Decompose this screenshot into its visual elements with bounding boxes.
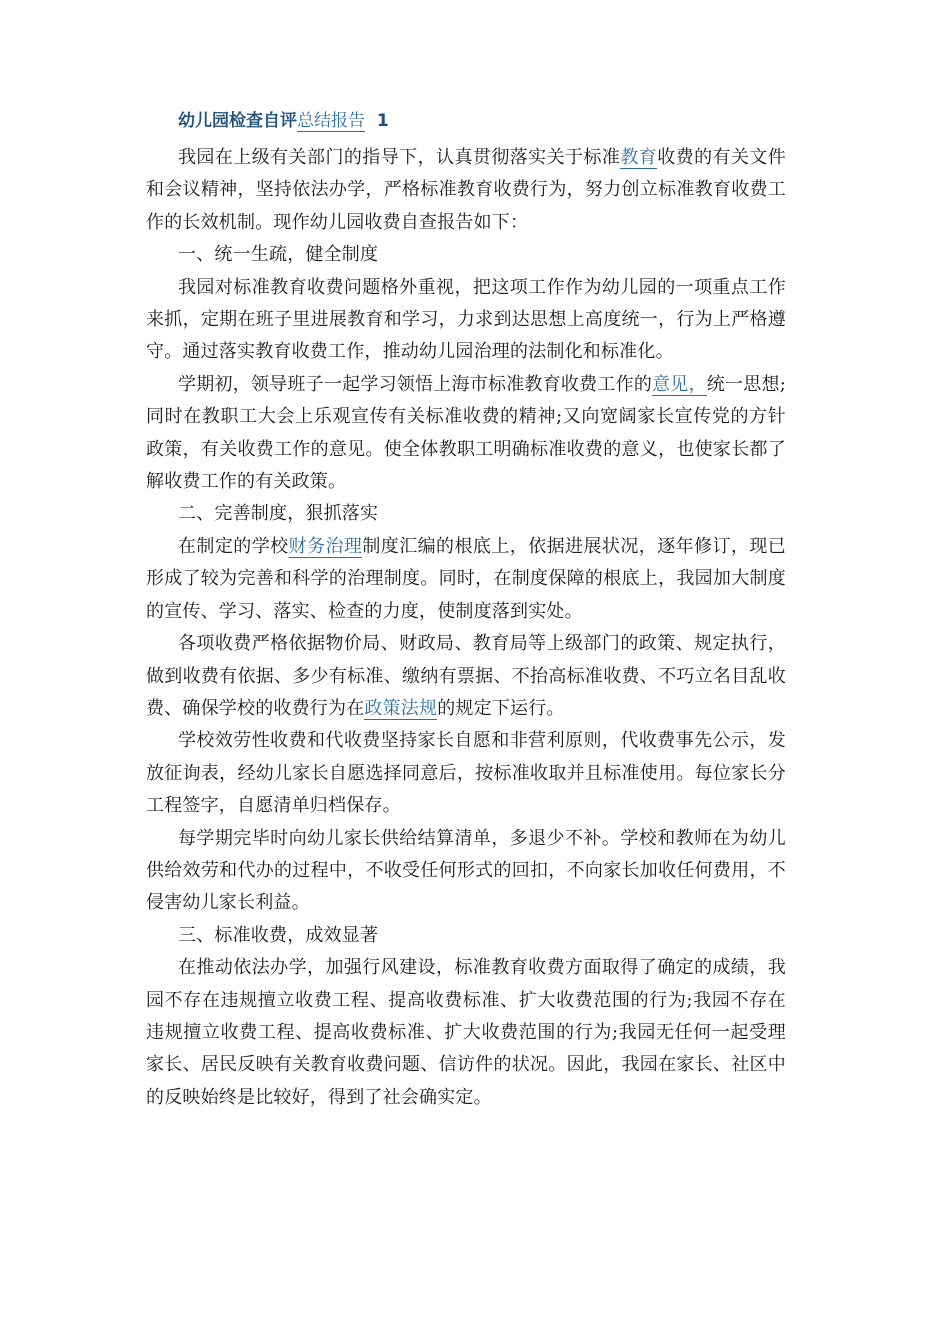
paragraph-7: 每学期完毕时向幼儿家长供给结算清单，多退少不补。学校和教师在为幼儿供给效劳和代办的过程中，不收受任何形式的回扣，不向家长加收任何费用，不侵害幼儿家长利益。 bbox=[146, 827, 786, 914]
paragraph-8: 在推动依法办学，加强行风建设，标准教育收费方面取得了确定的成绩，我园不存在违规擅立收费工程、提高收费标准、扩大收费范围的行为;我园不存在违规擅立收费工程、提高收费标准、扩大收费范围的行为;我园无任何一起受理家长、居民反映有关教育收费问题、信访件的状况。因此，我园在家长、社区中的反映始终是比较好，得到了社会确实定。 bbox=[146, 957, 786, 1108]
paragraph-3: 学期初，领导班子一起学习领悟上海市标准教育收费工作的意见，统一思想;同时在教职工大会上乐观宣传有关标准收费的精神;又向宽阔家长宣传党的方针政策，有关收费工作的意见。使全体教职工明确标准收费的意义，也使家长都了解收费工作的有关政策。 bbox=[146, 373, 786, 493]
title-number: 1 bbox=[376, 111, 389, 131]
link-finance-management[interactable]: 财务治理 bbox=[288, 535, 363, 557]
title-text: 幼儿园检查自评 bbox=[178, 111, 297, 131]
paragraph-intro: 我园在上级有关部门的指导下，认真贯彻落实关于标准教育收费的有关文件和会议精神，坚持依法办学，严格标准教育收费行为，努力创立标准教育收费工作的长效机制。现作幼儿园收费自查报告如下： bbox=[146, 147, 787, 233]
link-opinion[interactable]: 意见， bbox=[652, 373, 707, 395]
section-heading-1: 一、统一生疏，健全制度 bbox=[178, 244, 379, 266]
paragraph-2: 我园对标准教育收费问题格外重视，把这项工作作为幼儿园的一项重点工作来抓，定期在班子里进展教育和学习，力求到达思想上高度统一，行为上严格遵守。通过落实教育收费工作，推动幼儿园治理的法制化和标准化。 bbox=[146, 276, 786, 363]
document-title bbox=[178, 104, 786, 138]
link-education[interactable]: 教育 bbox=[620, 147, 658, 168]
section-heading-2: 二、完善制度，狠抓落实 bbox=[178, 503, 379, 525]
paragraph-4: 在制定的学校财务治理制度汇编的根底上，依据进展状况，逐年修订，现已形成了较为完善和科学的治理制度。同时，在制度保障的根底上，我园加大制度的宣传、学习、落实、检查的力度，使制度落到实处。 bbox=[146, 535, 786, 622]
document-body bbox=[146, 104, 786, 1114]
paragraph-5: 各项收费严格依据物价局、财政局、教育局等上级部门的政策、规定执行，做到收费有依据、多少有标准、缴纳有票据、不抬高标准收费、不巧立名目乱收费、确保学校的收费行为在政策法规的规定下运行。 bbox=[146, 633, 786, 719]
title-link[interactable]: 总结报告 bbox=[297, 111, 365, 131]
link-policy-regulations[interactable]: 政策法规 bbox=[364, 697, 438, 719]
paragraph-6: 学校效劳性收费和代收费坚持家长自愿和非营利原则，代收费事先公示，发放征询表，经幼儿家长自愿选择同意后，按标准收取并且标准使用。每位家长分工程签字，自愿清单归档保存。 bbox=[146, 730, 786, 817]
section-heading-3: 三、标准收费，成效显著 bbox=[178, 924, 379, 946]
